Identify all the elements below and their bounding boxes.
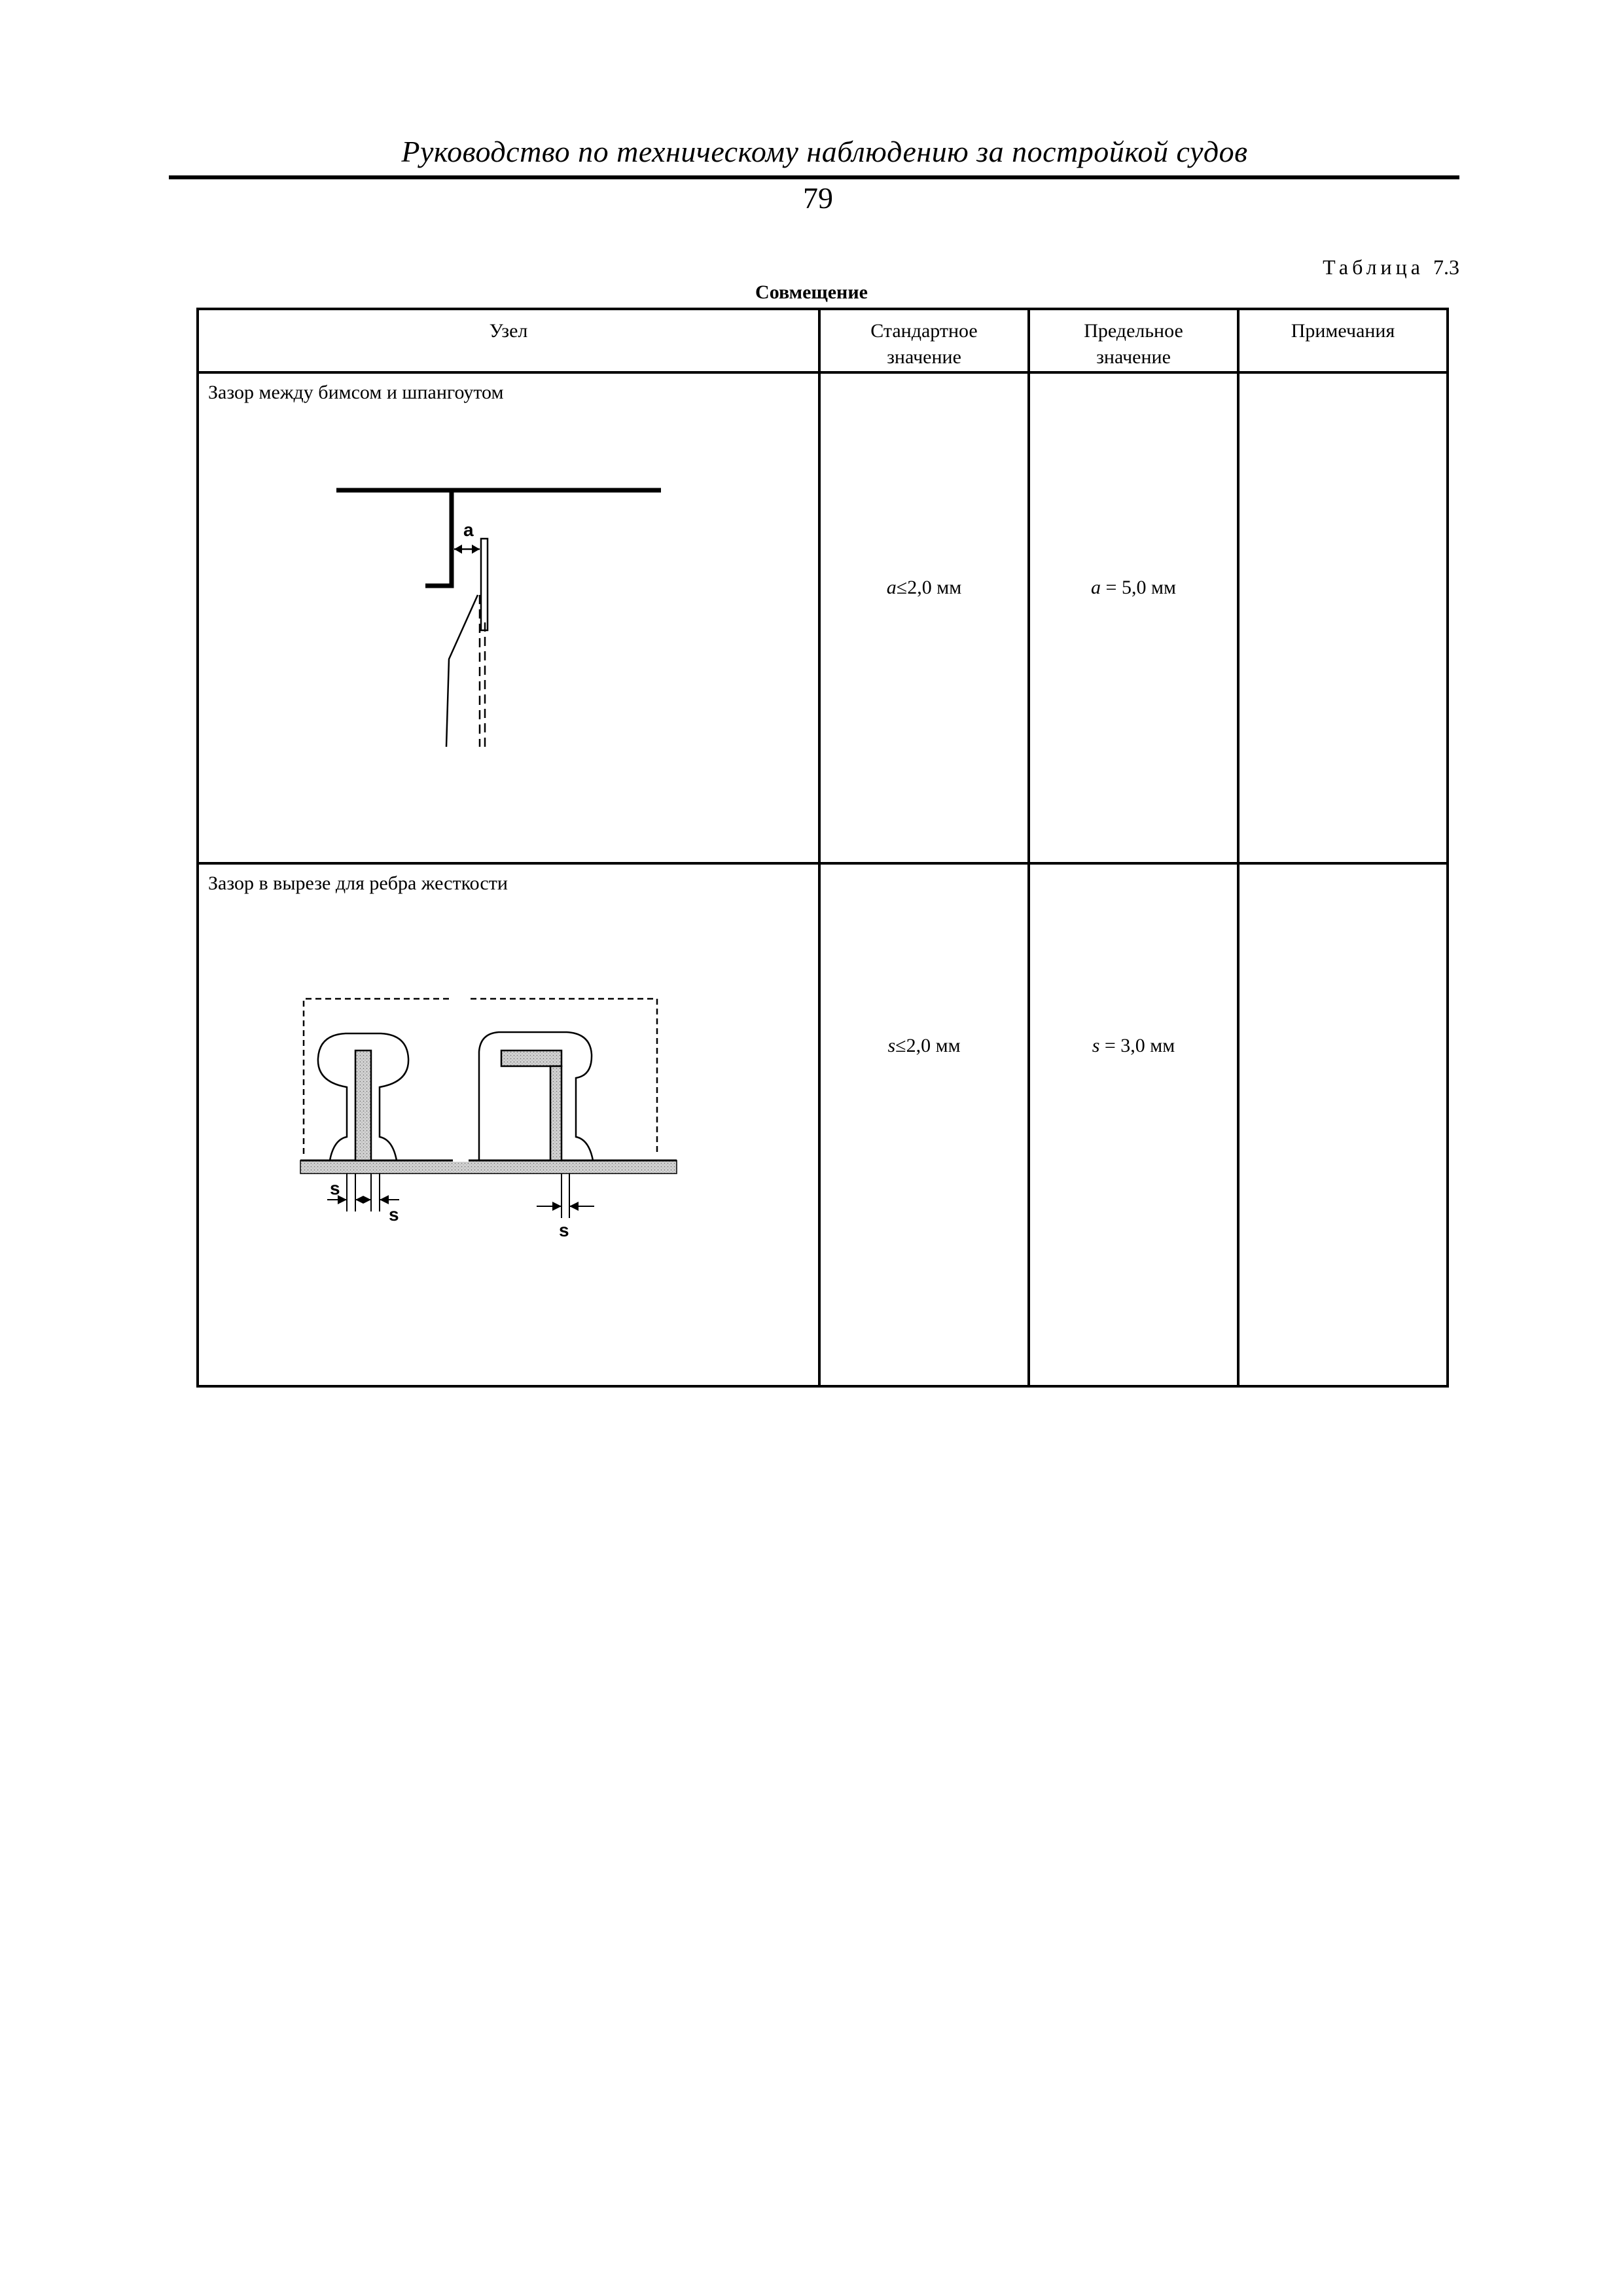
standard-value-cell (819, 863, 1029, 1386)
running-header: Руководство по техническому наблюдению за постройкой судов (401, 135, 1248, 168)
row-label: Зазор между бимсом и шпангоутом (208, 382, 504, 403)
dimension-label-a: a (463, 520, 474, 540)
limit-value: a = 5,0 мм (1091, 577, 1176, 598)
standard-value-cell (819, 372, 1029, 863)
table-row (198, 372, 1448, 863)
table-header-row (198, 309, 1448, 372)
table-row (198, 863, 1448, 1386)
table-number (1323, 255, 1459, 279)
row-label: Зазор в вырезе для ребра жесткости (208, 872, 508, 894)
column-header-limit: Предельное значение (1029, 309, 1238, 372)
dimension-label-s-bottom: s (559, 1220, 569, 1240)
notes-cell (1238, 863, 1448, 1386)
spec-table (196, 308, 1449, 1388)
stiffener-cutout-drawing (291, 930, 683, 1264)
standard-value: a≤2,0 мм (886, 577, 962, 598)
dimension-label-s-left: s (330, 1178, 340, 1198)
table-number-value: 7.3 (1433, 255, 1459, 279)
column-header-node: Узел (198, 309, 819, 372)
standard-value: s≤2,0 мм (887, 1035, 961, 1056)
limit-value-cell (1029, 372, 1238, 863)
node-cell (198, 863, 819, 1386)
notes-cell (1238, 372, 1448, 863)
page-number: 79 (803, 181, 833, 215)
header-rule (169, 175, 1459, 179)
beam-frame-gap-drawing (330, 426, 670, 780)
node-cell (198, 372, 819, 863)
column-header-standard: Стандартное значение (819, 309, 1029, 372)
column-header-notes: Примечания (1238, 309, 1448, 372)
limit-value-cell (1029, 863, 1238, 1386)
limit-value: s = 3,0 мм (1092, 1035, 1175, 1056)
table-title: Совмещение (755, 281, 868, 303)
dimension-label-s-right: s (389, 1204, 399, 1225)
table-number-label: Таблица (1323, 255, 1424, 279)
